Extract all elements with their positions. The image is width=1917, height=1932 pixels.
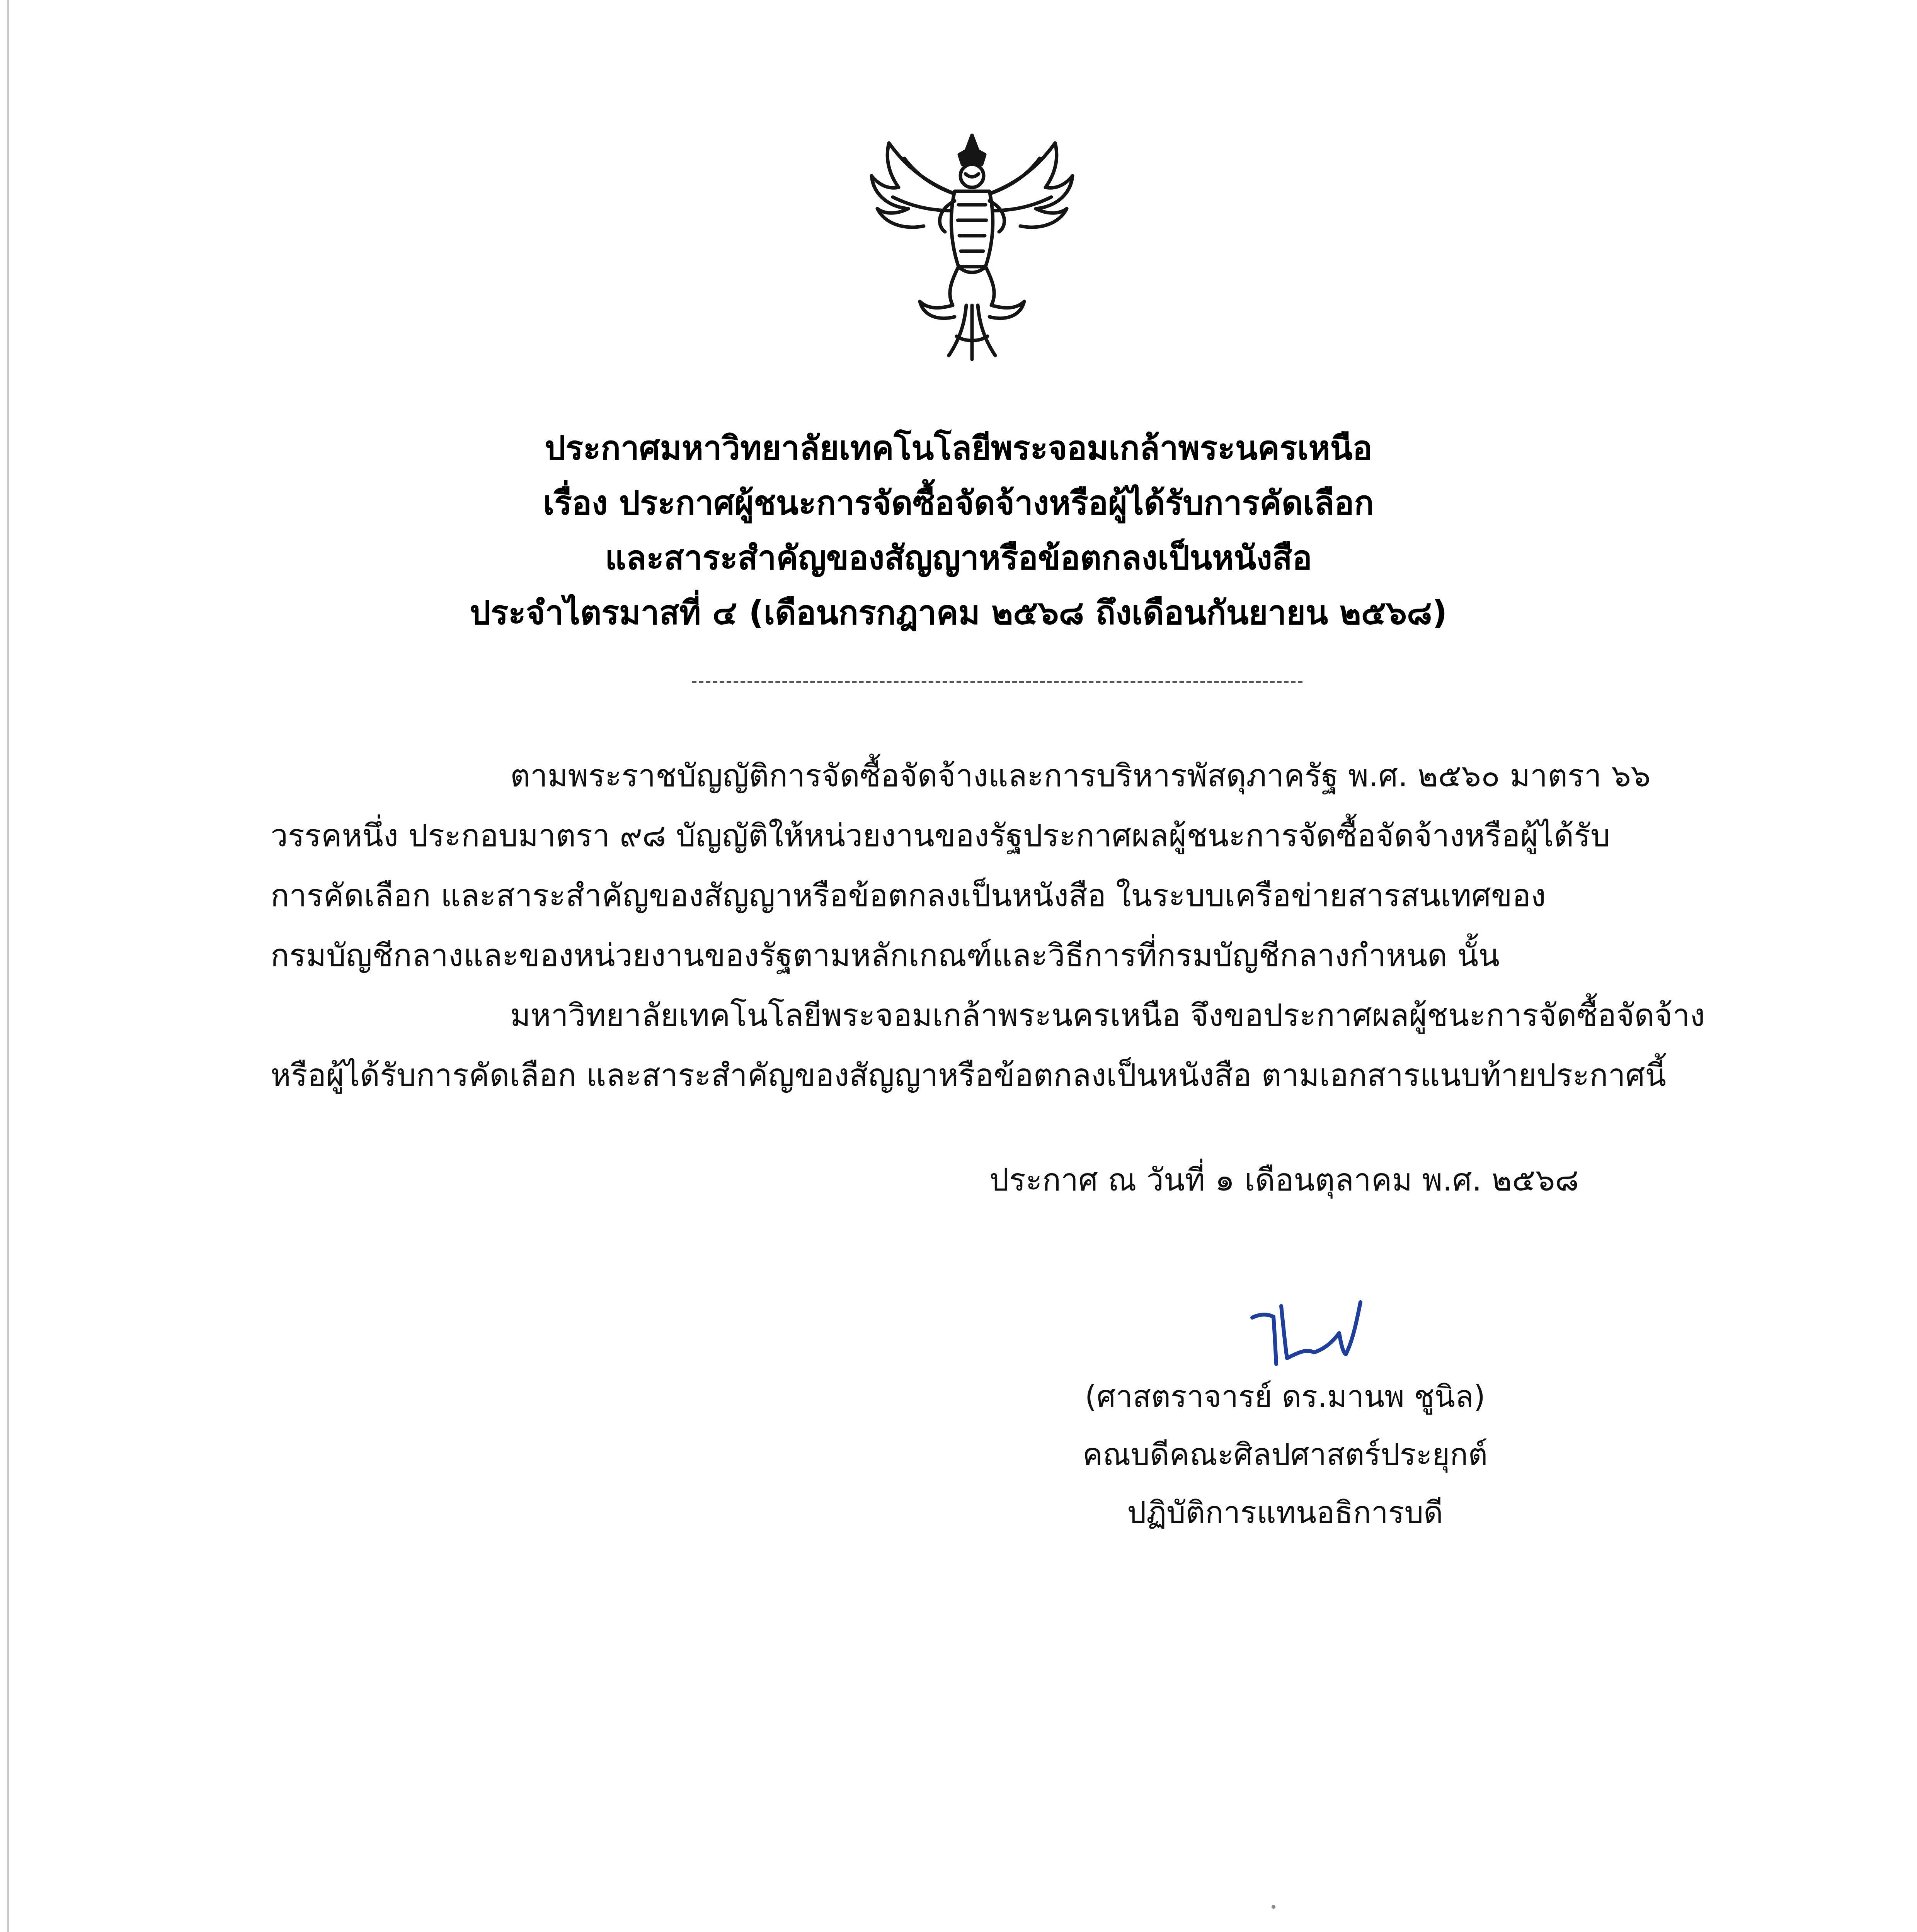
body-paragraph-1 [271,746,1701,985]
scan-edge-line [7,0,9,1932]
handwritten-signature [1245,1275,1399,1372]
announcement-date: ประกาศ ณ วันที่ ๑ เดือนตุลาคม พ.ศ. ๒๕๖๘ [989,1162,1579,1198]
garuda-emblem-icon [862,128,1082,363]
announcement-title [271,421,1646,641]
body-line-2: วรรคหนึ่ง ประกอบมาตรา ๙๘ บัญญัติให้หน่วยงานของรัฐประกาศผลผู้ชนะการจัดซื้อจัดจ้างหรือผู้ได้รับ [271,818,1610,854]
body-line-1: ตามพระราชบัญญัติการจัดซื้อจัดจ้างและการบริหารพัสดุภาครัฐ พ.ศ. ๒๕๖๐ มาตรา ๖๖ [510,758,1651,794]
signatory-position: คณบดีคณะศิลปศาสตร์ประยุกต์ [1082,1437,1488,1472]
body-line-4: กรมบัญชีกลางและของหน่วยงานของรัฐตามหลักเกณฑ์และวิธีการที่กรมบัญชีกลางกำหนด นั้น [271,937,1500,973]
signatory-name: (ศาสตราจารย์ ดร.มานพ ชูนิล) [1084,1379,1486,1414]
body-paragraph-2 [271,985,1705,1105]
dashed-divider [692,681,1302,683]
scan-speck [1272,1905,1275,1909]
title-line-2: เรื่อง ประกาศผู้ชนะการจัดซื้อจัดจ้างหรือผู้ได้รับการคัดเลือก [543,484,1374,522]
title-line-1: ประกาศมหาวิทยาลัยเทคโนโลยีพระจอมเกล้าพระนครเหนือ [545,429,1372,468]
title-line-4: ประจำไตรมาสที่ ๔ (เดือนกรกฎาคม ๒๕๖๘ ถึงเดือนกันยายน ๒๕๖๘) [470,594,1447,632]
signatory-acting-role: ปฏิบัติการแทนอธิการบดี [1127,1495,1443,1530]
body-line-3: การคัดเลือก และสาระสำคัญของสัญญาหรือข้อตกลงเป็นหนังสือ ในระบบเครือข่ายสารสนเทศของ [271,878,1546,913]
title-line-3: และสาระสำคัญของสัญญาหรือข้อตกลงเป็นหนังสือ [605,539,1312,577]
body-line-6: หรือผู้ได้รับการคัดเลือก และสาระสำคัญของสัญญาหรือข้อตกลงเป็นหนังสือ ตามเอกสารแนบท้ายประกาศนี้ [271,1057,1667,1093]
signatory-block [1024,1368,1546,1542]
body-line-5: มหาวิทยาลัยเทคโนโลยีพระจอมเกล้าพระนครเหนือ จึงขอประกาศผลผู้ชนะการจัดซื้อจัดจ้าง [510,997,1705,1033]
